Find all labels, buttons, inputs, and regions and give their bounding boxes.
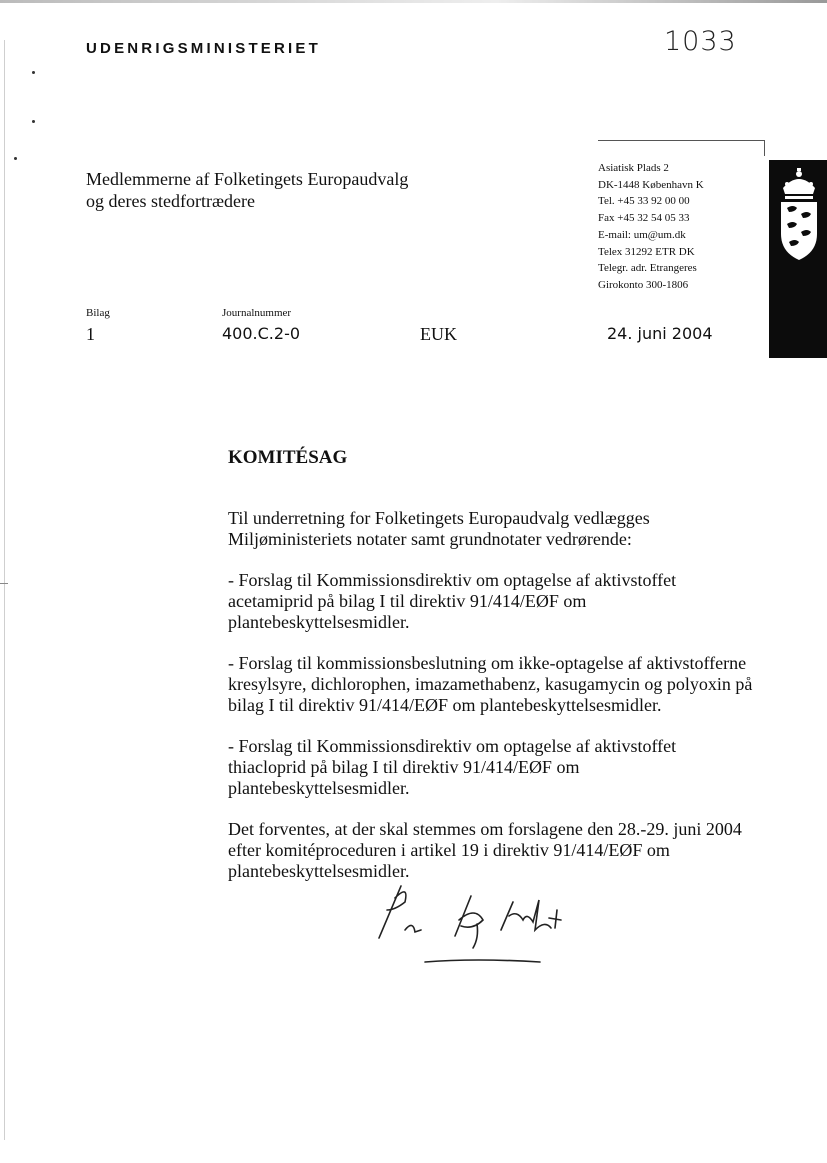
journal-label: Journalnummer [222,307,292,319]
address-line: Telegr. adr. Etrangeres [598,262,697,275]
recipient-line: og deres stedfortrædere [86,191,255,211]
ministry-name: UDENRIGSMINISTERIET [86,40,321,57]
journal-number: 400.C.2-0 [222,324,301,343]
intro-paragraph: Til underretning for Folketingets Europaudvalg vedlægges Miljøministeriets notater samt grundnotater vedrørende: [228,508,650,549]
bilag-value: 1 [86,324,95,344]
scan-edge-left [4,40,5,1140]
scan-speck [32,71,35,74]
sender-address [598,160,704,294]
address-rule [764,140,765,156]
bilag-label: Bilag [86,307,110,319]
coat-of-arms-icon [775,168,823,276]
address-line: Telex 31292 ETR DK [598,245,695,258]
document-title: KOMITÉSAG [228,447,348,468]
address-line: Girokonto 300-1806 [598,278,689,291]
letter-body [228,508,753,902]
office-code: EUK [420,324,457,344]
address-line: E-mail: um@um.dk [598,228,686,241]
proposal-item: - Forslag til Kommissionsdirektiv om optagelse af aktivstoffet thiacloprid på bilag I til direktiv 91/414/EØF om plantebeskyttelsesmidler. [228,736,677,798]
handwritten-signature [365,880,585,975]
recipient-line: Medlemmerne af Folketingets Europaudvalg [86,169,409,189]
closing-paragraph: Det forventes, at der skal stemmes om forslagene den 28.-29. juni 2004 efter komitéproceduren i artikel 19 i direktiv 91/414/EØF om plantebeskyttelsesmidler. [228,819,742,881]
scan-speck [14,157,17,160]
address-line: Fax +45 32 54 05 33 [598,212,690,225]
address-line: Asiatisk Plads 2 [598,162,669,174]
scan-edge-top [0,0,827,3]
address-line: DK-1448 København K [598,178,704,191]
letter-date: 24. juni 2004 [607,324,713,343]
proposal-item: - Forslag til Kommissionsdirektiv om optagelse af aktivstoffet acetamiprid på bilag I til direktiv 91/414/EØF om plantebeskyttelsesmidler. [228,570,677,632]
address-rule [598,140,764,141]
handwritten-number: 1033 [664,26,737,57]
scan-mark [0,583,8,584]
recipient [86,168,408,212]
proposal-item: - Forslag til kommissionsbeslutning om ikke-optagelse af aktivstofferne kresylsyre, dichlorophen, imazamethabenz, kasugamycin og polyoxin på bilag I til direktiv 91/414/EØF om plantebeskyttelsesmidler. [228,653,753,715]
scan-speck [32,120,35,123]
address-line: Tel. +45 33 92 00 00 [598,195,690,208]
